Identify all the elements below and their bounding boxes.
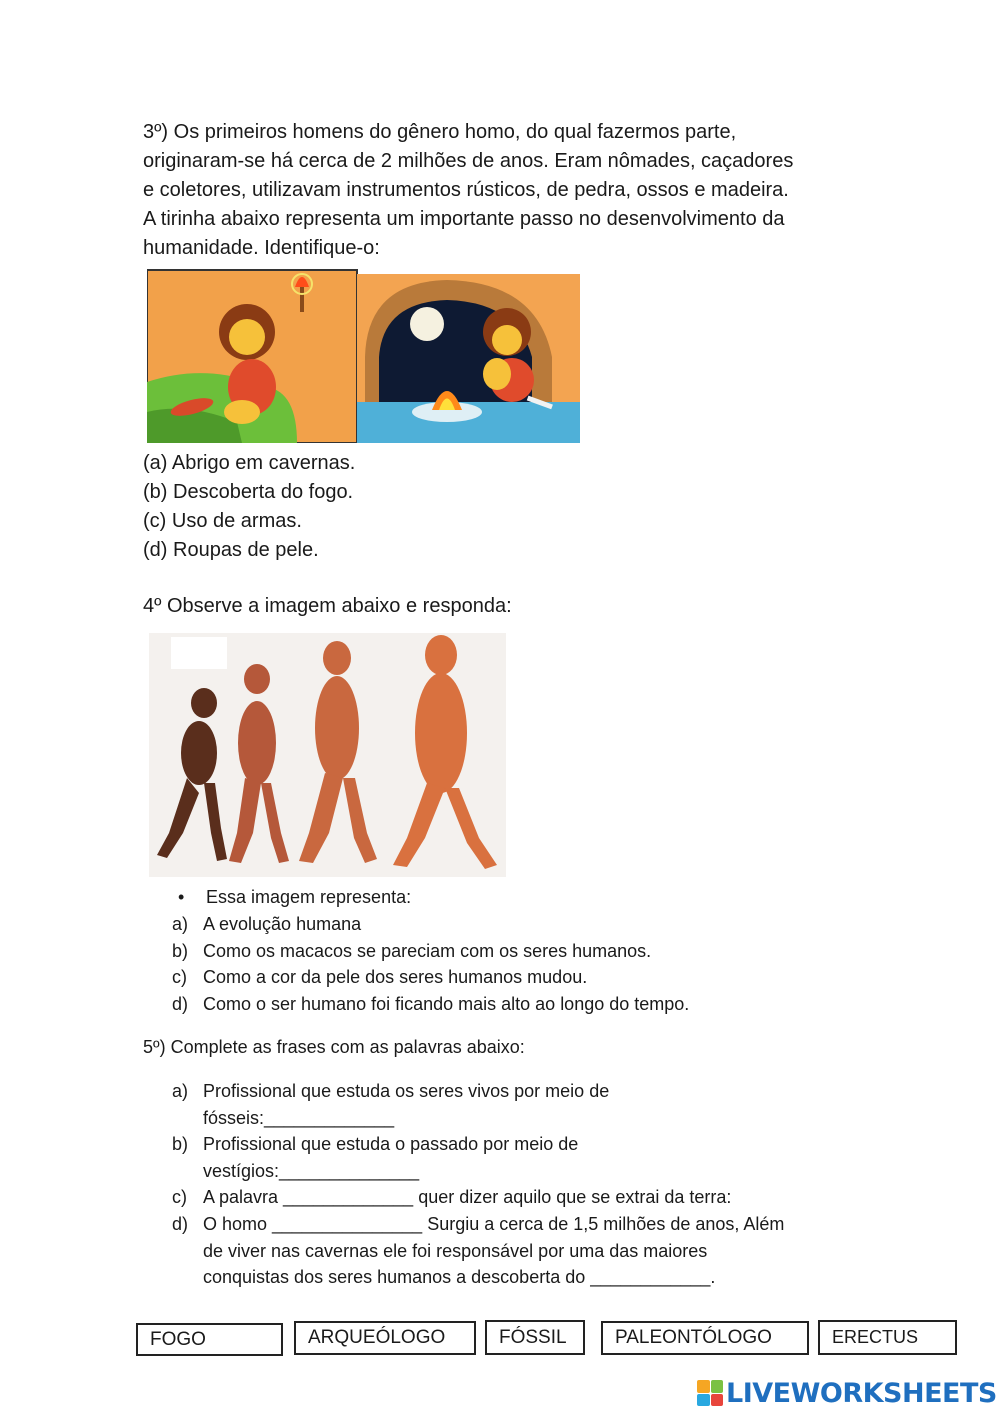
option-label: a) <box>172 913 189 934</box>
item-line: Profissional que estuda o passado por meio de <box>203 1134 579 1155</box>
option-c[interactable]: (c) Uso de armas. <box>143 510 302 532</box>
bullet-item <box>172 884 689 911</box>
bullet-icon: • <box>178 887 185 907</box>
bullet-text: Essa imagem representa: <box>206 887 412 907</box>
q3-line: originaram-se há cerca de 2 milhões de anos. Eram nômades, caçadores <box>143 150 794 172</box>
answer-line[interactable]: O homo _______________ Surgiu a cerca de 1,5 milhões de anos, Além <box>203 1213 785 1234</box>
item-label: a) <box>172 1081 189 1101</box>
option-d[interactable]: (d) Roupas de pele. <box>143 539 319 561</box>
answer-line[interactable]: vestígios:______________ <box>203 1160 420 1181</box>
word-bank-fossil[interactable]: FÓSSIL <box>485 1320 585 1355</box>
q3-line: e coletores, utilizavam instrumentos rústicos, de pedra, ossos e madeira. <box>143 179 789 201</box>
liveworksheets-icon <box>697 1380 723 1406</box>
word-bank-erectus[interactable]: ERECTUS <box>818 1320 957 1355</box>
option-text: Como o ser humano foi ficando mais alto ao longo do tempo. <box>203 994 690 1015</box>
answer-line[interactable]: A palavra _____________ quer dizer aquilo que se extrai da terra: <box>203 1187 732 1208</box>
option-b[interactable]: (b) Descoberta do fogo. <box>143 481 354 503</box>
option-a[interactable]: (a) Abrigo em cavernas. <box>143 452 356 474</box>
option-text: Como a cor da pele dos seres humanos mudou. <box>203 967 588 988</box>
item-b <box>172 1131 784 1184</box>
word-bank-fogo[interactable]: FOGO <box>136 1323 283 1356</box>
question-5-title: 5º) Complete as frases com as palavras abaixo: <box>143 1037 525 1057</box>
human-evolution-image <box>149 633 506 877</box>
item-line: Profissional que estuda os seres vivos por meio de <box>203 1081 610 1101</box>
option-text: A evolução humana <box>203 913 362 934</box>
question-3-options <box>143 449 355 565</box>
item-a <box>172 1078 784 1131</box>
q3-line: A tirinha abaixo representa um importante passo no desenvolvimento da <box>143 208 785 230</box>
item-label: b) <box>172 1134 189 1155</box>
item-label: c) <box>172 1187 187 1208</box>
question-5-items <box>172 1078 784 1291</box>
question-4-options <box>172 884 689 1018</box>
option-a[interactable] <box>172 911 689 938</box>
option-label: d) <box>172 994 189 1015</box>
item-d <box>172 1211 784 1291</box>
q3-line: 3º) Os primeiros homens do gênero homo, do qual fazermos parte, <box>143 121 737 143</box>
option-label: c) <box>172 967 187 988</box>
answer-line[interactable]: fósseis:_____________ <box>203 1107 395 1128</box>
brand-name: LIVEWORKSHEETS <box>726 1377 997 1409</box>
word-bank-paleontologo[interactable]: PALEONTÓLOGO <box>601 1321 809 1355</box>
question-3-text <box>143 118 873 263</box>
option-c[interactable] <box>172 964 689 991</box>
word-bank-arqueologo[interactable]: ARQUEÓLOGO <box>294 1321 476 1355</box>
option-label: b) <box>172 940 189 961</box>
option-text: Como os macacos se pareciam com os seres humanos. <box>203 940 652 961</box>
liveworksheets-logo <box>697 1378 997 1408</box>
item-line: de viver nas cavernas ele foi responsável por uma das maiores <box>203 1240 708 1261</box>
item-label: d) <box>172 1213 189 1234</box>
option-d[interactable] <box>172 991 689 1018</box>
q3-line: humanidade. Identifique-o: <box>143 237 380 259</box>
item-c <box>172 1184 784 1211</box>
option-b[interactable] <box>172 938 689 965</box>
question-4-title: 4º Observe a imagem abaixo e responda: <box>143 595 512 617</box>
fire-discovery-comic <box>147 262 580 443</box>
answer-line[interactable]: conquistas dos seres humanos a descoberta do ____________. <box>203 1267 716 1288</box>
